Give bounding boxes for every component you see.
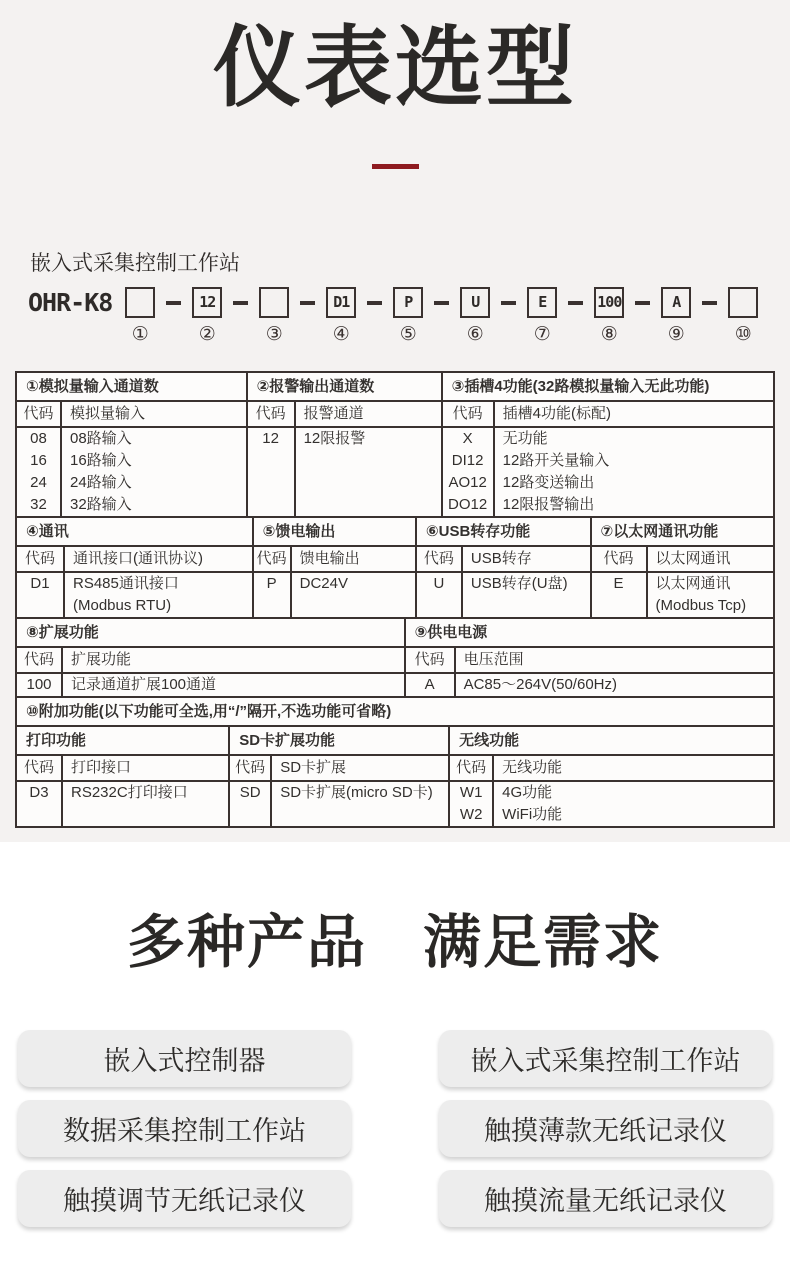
col-header-code: 代码 <box>443 402 495 426</box>
section-title: ⑦以太网通讯功能 <box>592 518 773 547</box>
section-body <box>254 573 415 617</box>
model-slot-index: ⑩ <box>734 324 752 345</box>
col-header-code: 代码 <box>417 547 463 571</box>
table-row-group-2 <box>17 518 773 619</box>
products-heading-left: 多种产品 <box>126 910 367 975</box>
section-ethernet <box>592 518 773 617</box>
col-header-desc: 无线功能 <box>502 759 563 776</box>
title-accent-dash <box>372 164 419 169</box>
subsection-title: 无线功能 <box>450 727 773 756</box>
section-header-row <box>592 547 773 573</box>
col-header-code: 代码 <box>17 547 65 571</box>
section-header-row <box>450 756 773 782</box>
product-button-grid <box>18 1030 772 1227</box>
section-header-row <box>406 648 773 674</box>
model-separator-dash <box>635 301 650 305</box>
section-title: ⑩附加功能(以下功能可全选,用“/”隔开,不选功能可省略) <box>17 698 773 727</box>
model-separator-dash <box>367 301 382 305</box>
section-body <box>230 782 448 826</box>
product-button-slim-recorder[interactable]: 触摸薄款无纸记录仪 <box>439 1100 772 1157</box>
option-code: 16 <box>30 452 47 469</box>
option-desc: 4G功能 <box>502 784 553 801</box>
option-desc: 12路变送输出 <box>502 474 595 491</box>
model-slot-1 <box>125 287 155 345</box>
col-header-desc: 插槽4功能(标配) <box>502 405 611 422</box>
product-button-data-workstation[interactable]: 数据采集控制工作站 <box>18 1100 351 1157</box>
subsection-print <box>17 727 230 826</box>
section-title: ⑥USB转存功能 <box>417 518 590 547</box>
col-header-code: 代码 <box>254 547 292 571</box>
section-body <box>450 782 773 826</box>
section-header-row <box>17 547 252 573</box>
model-separator-dash <box>501 301 516 305</box>
col-header-code: 代码 <box>406 648 456 672</box>
model-slot-index: ⑦ <box>533 324 551 345</box>
section-title: ③插槽4功能(32路模拟量输入无此功能) <box>443 373 773 402</box>
option-desc: 12限报警输出 <box>502 496 595 513</box>
option-code: W1 <box>459 784 483 801</box>
option-code: A <box>424 676 435 693</box>
model-slot-box <box>259 287 289 318</box>
option-code: X <box>462 430 473 447</box>
section-header-row <box>17 402 246 428</box>
model-code-diagram <box>28 287 790 345</box>
table-row-group-3 <box>17 619 773 698</box>
option-code: E <box>613 575 624 592</box>
col-header-desc: 模拟量输入 <box>70 405 146 422</box>
option-desc: WiFi功能 <box>502 806 563 823</box>
option-desc: RS485通讯接口 <box>73 575 179 592</box>
model-slot-8 <box>594 287 624 345</box>
col-header-desc: 打印接口 <box>71 759 132 776</box>
model-slot-index: ⑧ <box>600 324 618 345</box>
option-desc: 12限报警 <box>303 430 366 447</box>
model-slot-box: P <box>393 287 423 318</box>
section-analog-input <box>17 373 248 516</box>
model-slot-10 <box>728 287 758 345</box>
section-body <box>417 573 590 617</box>
model-prefix: OHR-K8 <box>28 288 113 317</box>
model-slot-box: E <box>527 287 557 318</box>
col-header-desc: 以太网通讯 <box>655 550 731 567</box>
section-header-row <box>417 547 590 573</box>
col-header-code: 代码 <box>17 756 63 780</box>
option-desc: SD卡扩展(micro SD卡) <box>280 784 433 801</box>
model-slot-box <box>125 287 155 318</box>
model-slot-box: D1 <box>326 287 356 318</box>
section-power-supply <box>406 619 773 696</box>
section-header-row <box>17 648 404 674</box>
products-heading <box>0 912 790 974</box>
col-header-code: 代码 <box>17 402 62 426</box>
col-header-code: 代码 <box>450 756 494 780</box>
option-code: U <box>433 575 445 592</box>
section-slot4-function <box>443 373 773 516</box>
model-slot-5 <box>393 287 423 345</box>
option-code: AO12 <box>448 474 487 491</box>
model-separator-dash <box>233 301 248 305</box>
section-title: ④通讯 <box>17 518 252 547</box>
product-button-flow-recorder[interactable]: 触摸流量无纸记录仪 <box>439 1170 772 1227</box>
model-separator-dash <box>300 301 315 305</box>
option-desc: RS232C打印接口 <box>71 784 188 801</box>
option-desc: 记录通道扩展100通道 <box>71 676 217 693</box>
model-slot-3 <box>259 287 289 345</box>
option-code: 12 <box>262 430 279 447</box>
subsection-title: SD卡扩展功能 <box>230 727 448 756</box>
section-feed-output <box>254 518 417 617</box>
section-title: ②报警输出通道数 <box>248 373 441 402</box>
section-communication <box>17 518 254 617</box>
option-desc: 无功能 <box>502 430 548 447</box>
table-row-group-1 <box>17 373 773 518</box>
option-code: P <box>266 575 277 592</box>
option-code: DI12 <box>451 452 484 469</box>
model-slot-index: ⑤ <box>399 324 417 345</box>
model-slot-index: ② <box>198 324 216 345</box>
col-header-code: 代码 <box>248 402 296 426</box>
option-code: 24 <box>30 474 47 491</box>
model-slot-6 <box>460 287 490 345</box>
option-desc: USB转存(U盘) <box>470 575 568 592</box>
model-separator-dash <box>568 301 583 305</box>
product-button-embedded-controller[interactable]: 嵌入式控制器 <box>18 1030 351 1087</box>
section-title: ⑤馈电输出 <box>254 518 415 547</box>
model-slot-box: 12 <box>192 287 222 318</box>
section-header-row <box>248 402 441 428</box>
subsection-sd-card <box>230 727 450 826</box>
option-code: W2 <box>459 806 483 823</box>
section-header-row <box>443 402 773 428</box>
option-code: D3 <box>29 784 49 801</box>
section-header-row <box>17 756 228 782</box>
model-slot-box: U <box>460 287 490 318</box>
col-header-desc: 馈电输出 <box>299 550 360 567</box>
model-subtitle: 嵌入式采集控制工作站 <box>30 252 240 275</box>
section-header-row <box>230 756 448 782</box>
option-code: D1 <box>30 575 50 592</box>
option-desc: 24路输入 <box>70 474 132 491</box>
section-title: ⑨供电电源 <box>406 619 773 648</box>
selection-table <box>15 371 775 828</box>
model-separator-dash <box>166 301 181 305</box>
section-body <box>406 674 773 696</box>
additional-function-parts <box>17 727 773 826</box>
option-desc: 32路输入 <box>70 496 132 513</box>
col-header-desc: 报警通道 <box>303 405 364 422</box>
subsection-title: 打印功能 <box>17 727 228 756</box>
model-slot-box <box>728 287 758 318</box>
page-title: 仪表选型 <box>212 18 577 117</box>
model-slot-7 <box>527 287 557 345</box>
section-usb-transfer <box>417 518 592 617</box>
col-header-code: 代码 <box>17 648 63 672</box>
model-slot-index: ⑥ <box>466 324 484 345</box>
section-alarm-output <box>248 373 443 516</box>
model-slot-2 <box>192 287 222 345</box>
section-body <box>248 428 441 516</box>
section-body <box>17 573 252 617</box>
product-button-adjust-recorder[interactable]: 触摸调节无纸记录仪 <box>18 1170 351 1227</box>
section-title: ①模拟量输入通道数 <box>17 373 246 402</box>
section-title: ⑧扩展功能 <box>17 619 404 648</box>
section-body <box>17 782 228 826</box>
model-slot-box: A <box>661 287 691 318</box>
subsection-wireless <box>450 727 773 826</box>
col-header-code: 代码 <box>592 547 648 571</box>
model-slot-4 <box>326 287 356 345</box>
model-slot-box: 100 <box>594 287 624 318</box>
section-body <box>443 428 773 516</box>
section-additional-functions <box>17 698 773 826</box>
option-desc: (Modbus RTU) <box>73 597 172 614</box>
model-separator-dash <box>702 301 717 305</box>
option-code: 100 <box>26 676 52 693</box>
col-header-desc: SD卡扩展 <box>280 759 347 776</box>
section-body <box>17 428 246 516</box>
col-header-desc: 通讯接口(通讯协议) <box>73 550 203 567</box>
model-slot-index: ① <box>131 324 149 345</box>
section-body <box>17 674 404 696</box>
option-desc: (Modbus Tcp) <box>655 597 747 614</box>
option-desc: 以太网通讯 <box>655 575 731 592</box>
section-header-row <box>254 547 415 573</box>
col-header-desc: 扩展功能 <box>71 651 132 668</box>
col-header-code: 代码 <box>230 756 272 780</box>
model-slot-index: ⑨ <box>667 324 685 345</box>
col-header-desc: 电压范围 <box>463 651 524 668</box>
product-button-embedded-workstation[interactable]: 嵌入式采集控制工作站 <box>439 1030 772 1087</box>
option-desc: 12路开关量输入 <box>502 452 610 469</box>
model-slot-index: ④ <box>332 324 350 345</box>
option-desc: DC24V <box>299 575 348 592</box>
section-body <box>592 573 773 617</box>
option-code: SD <box>239 784 261 801</box>
products-heading-right: 满足需求 <box>423 910 664 975</box>
option-code: DO12 <box>448 496 488 513</box>
products-section <box>0 842 790 1272</box>
model-slot-9 <box>661 287 691 345</box>
option-code: 32 <box>30 496 47 513</box>
col-header-desc: USB转存 <box>470 550 532 567</box>
option-desc: AC85～264V(50/60Hz) <box>463 676 617 693</box>
option-desc: 16路输入 <box>70 452 132 469</box>
model-separator-dash <box>434 301 449 305</box>
model-slot-index: ③ <box>265 324 283 345</box>
option-desc: 08路输入 <box>70 430 132 447</box>
section-expansion <box>17 619 406 696</box>
table-row-group-4 <box>17 698 773 826</box>
option-code: 08 <box>30 430 47 447</box>
